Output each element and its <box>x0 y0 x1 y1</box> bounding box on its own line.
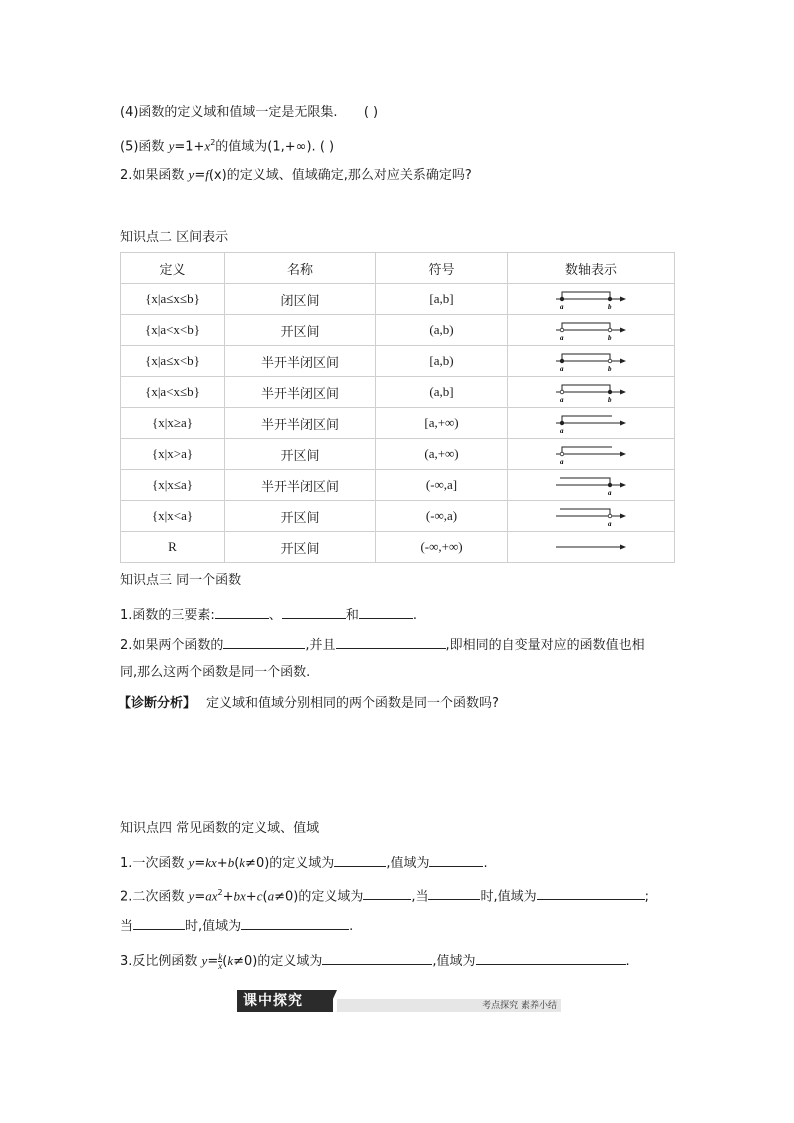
kp4-line-1: 1.一次函数 y=kx+b(k≠0)的定义域为 ,值域为 . <box>120 852 488 873</box>
cell-name-text: 开区间 <box>280 541 320 557</box>
blank-field[interactable] <box>322 950 432 965</box>
question-5: (5)函数 $y=1+x^2$的值域为(1,+∞). ( ) <box>120 138 335 155</box>
cell-name-text: 开区间 <box>280 448 320 464</box>
cell-name-text: 半开半闭区间 <box>260 417 339 433</box>
question-2: 2.如果函数 y=f(x)的定义域、值域确定,那么对应关系确定吗? <box>120 167 472 183</box>
cell-symbol-text: [a,b] <box>429 291 454 306</box>
cell-definition <box>121 470 225 501</box>
fraction-k-over-x: $\frac{k}{x}$ <box>218 952 223 971</box>
cell-name <box>225 315 376 346</box>
axis-arrow <box>620 359 626 364</box>
number-line-diagram <box>554 442 628 466</box>
open-endpoint <box>608 359 612 363</box>
cell-number-line <box>508 315 675 346</box>
blank-field[interactable] <box>241 915 349 930</box>
table-row <box>121 408 675 439</box>
cell-name-text: 半开半闭区间 <box>260 355 339 371</box>
cell-symbol <box>376 315 508 346</box>
cell-symbol <box>376 470 508 501</box>
cell-definition-text: {x|x≤a} <box>152 477 193 492</box>
b-label: b <box>608 365 612 373</box>
answer-paren[interactable]: ( ) <box>363 105 379 120</box>
number-line-diagram <box>554 380 628 404</box>
banner-subtitle: 考点探究 素养小结 <box>482 1001 557 1011</box>
cell-definition <box>121 377 225 408</box>
interval-bracket <box>560 509 610 516</box>
cell-name <box>225 501 376 532</box>
interval-bracket <box>562 447 612 454</box>
cell-number-line <box>508 346 675 377</box>
blank-field[interactable] <box>215 604 269 619</box>
open-endpoint <box>560 390 564 394</box>
section-banner <box>237 990 561 1012</box>
cell-name <box>225 532 376 563</box>
closed-endpoint <box>608 390 612 394</box>
cell-definition-text: {x|a<x<b} <box>144 322 200 337</box>
a-label: a <box>560 458 564 466</box>
blank-field[interactable] <box>334 852 386 867</box>
cell-name <box>225 377 376 408</box>
number-line-diagram <box>554 411 628 435</box>
table-row <box>121 532 675 563</box>
cell-definition <box>121 439 225 470</box>
cell-symbol <box>376 408 508 439</box>
cell-definition <box>121 408 225 439</box>
cell-name-text: 开区间 <box>280 510 320 526</box>
kp4-line-2: 2.二次函数 $y=ax^2+bx+c(a\ne 0)$的定义域为 ,当 时,值域为 ; <box>120 884 649 906</box>
cell-number-line <box>508 439 675 470</box>
question-4 <box>120 104 378 122</box>
blank-field[interactable] <box>282 604 346 619</box>
number-line-diagram <box>554 318 628 342</box>
cell-name-text: 开区间 <box>280 324 320 340</box>
cell-name <box>225 439 376 470</box>
answer-paren[interactable]: ( ) <box>319 139 335 155</box>
a-label: a <box>608 520 612 528</box>
axis-arrow <box>620 545 626 550</box>
section-title-kp3: 知识点三 同一个函数 <box>120 573 242 588</box>
a-label: a <box>560 334 564 342</box>
cell-symbol-text: (-∞,a) <box>425 508 458 523</box>
a-label: a <box>560 365 564 373</box>
cell-number-line <box>508 532 675 563</box>
table-row <box>121 439 675 470</box>
cell-symbol-text: (-∞,+∞) <box>420 539 463 554</box>
a-label: a <box>608 489 612 497</box>
interval-bracket <box>562 385 610 392</box>
interval-bracket <box>562 354 610 361</box>
cell-symbol <box>376 377 508 408</box>
kp4-line-2b: 当 时,值域为 . <box>120 915 353 936</box>
cell-number-line <box>508 470 675 501</box>
cell-symbol-text: (a,b] <box>429 384 454 399</box>
cell-definition <box>121 532 225 563</box>
kp3-line-1: 1.函数的三要素: 、 和 . <box>120 604 417 625</box>
interval-bracket <box>562 292 610 299</box>
axis-arrow <box>620 514 626 519</box>
cell-definition-text: {x|x≥a} <box>152 415 193 430</box>
cell-symbol-text: (a,+∞) <box>424 446 459 461</box>
table-row <box>121 346 675 377</box>
b-label: b <box>608 303 612 311</box>
axis-arrow <box>620 328 626 333</box>
cell-definition <box>121 284 225 315</box>
cell-name-text: 闭区间 <box>280 293 320 309</box>
closed-endpoint <box>560 297 564 301</box>
blank-field[interactable] <box>223 634 305 649</box>
cell-symbol-text: [a,+∞) <box>424 415 459 430</box>
table-row <box>121 315 675 346</box>
cell-definition-text: {x|a<x≤b} <box>145 384 200 399</box>
cell-definition <box>121 346 225 377</box>
number-line-diagram <box>554 504 628 528</box>
cell-number-line <box>508 501 675 532</box>
blank-field[interactable] <box>336 634 446 649</box>
cell-name <box>225 408 376 439</box>
banner-title: 课中探究 <box>237 990 333 1012</box>
closed-endpoint <box>608 297 612 301</box>
table-row <box>121 470 675 501</box>
interval-bracket <box>560 478 610 485</box>
cell-symbol <box>376 532 508 563</box>
kp3-line-2-cont: 同,那么这两个函数是同一个函数. <box>120 665 311 680</box>
cell-name <box>225 284 376 315</box>
blank-field[interactable] <box>476 950 626 965</box>
column-header-number-line: 数轴表示 <box>508 253 675 284</box>
a-label: a <box>560 427 564 435</box>
cell-definition-text: {x|x>a} <box>151 446 194 461</box>
cell-name-text: 半开半闭区间 <box>260 386 339 402</box>
b-label: b <box>608 396 612 404</box>
b-label: b <box>608 334 612 342</box>
cell-definition-text: {x|a≤x≤b} <box>145 291 200 306</box>
question-4-text: (4)函数的定义域和值域一定是无限集. <box>120 105 338 120</box>
open-endpoint <box>608 328 612 332</box>
open-endpoint <box>560 452 564 456</box>
kp3-line-2: 2.如果两个函数的 ,并且 ,即相同的自变量对应的函数值也相 <box>120 634 645 655</box>
blank-field[interactable] <box>537 885 645 900</box>
column-header-definition: 定义 <box>121 253 225 284</box>
table-row <box>121 501 675 532</box>
interval-table <box>120 252 675 563</box>
closed-endpoint <box>560 359 564 363</box>
section-title-kp4: 知识点四 常见函数的定义域、值域 <box>120 821 320 836</box>
cell-definition <box>121 315 225 346</box>
cell-definition-text: R <box>168 539 177 554</box>
number-line-diagram <box>554 349 628 373</box>
number-line-diagram <box>554 473 628 497</box>
a-label: a <box>560 396 564 404</box>
cell-definition-text: {x|x<a} <box>151 508 194 523</box>
cell-symbol-text: (-∞,a] <box>425 477 458 492</box>
kp4-line-3: 3.反比例函数 y= $\frac{k}{x}$ (k≠0)的定义域为 ,值域为 . <box>120 952 630 971</box>
banner-arrow-shape <box>327 990 337 1012</box>
cell-symbol <box>376 346 508 377</box>
table-header-row <box>121 253 675 284</box>
axis-arrow <box>620 483 626 488</box>
cell-symbol <box>376 284 508 315</box>
table-row <box>121 284 675 315</box>
interval-bracket <box>562 416 612 423</box>
number-line-diagram <box>554 535 628 559</box>
blank-field[interactable] <box>429 852 483 867</box>
axis-arrow <box>620 421 626 426</box>
closed-endpoint <box>560 421 564 425</box>
blank-field[interactable] <box>359 604 413 619</box>
blank-field[interactable] <box>363 885 411 900</box>
number-line-diagram <box>554 287 628 311</box>
diagnostic-analysis: 【诊断分析】 定义域和值域分别相同的两个函数是同一个函数吗? <box>118 696 499 711</box>
cell-number-line <box>508 408 675 439</box>
cell-name <box>225 470 376 501</box>
blank-field[interactable] <box>133 915 185 930</box>
cell-symbol <box>376 439 508 470</box>
open-endpoint <box>560 328 564 332</box>
a-label: a <box>560 303 564 311</box>
cell-definition <box>121 501 225 532</box>
cell-name <box>225 346 376 377</box>
open-endpoint <box>608 514 612 518</box>
cell-definition-text: {x|a≤x<b} <box>145 353 200 368</box>
cell-symbol <box>376 501 508 532</box>
table-row <box>121 377 675 408</box>
blank-field[interactable] <box>428 885 480 900</box>
column-header-symbol: 符号 <box>376 253 508 284</box>
axis-arrow <box>620 297 626 302</box>
closed-endpoint <box>608 483 612 487</box>
cell-number-line <box>508 284 675 315</box>
section-title-kp2: 知识点二 区间表示 <box>120 230 229 245</box>
interval-bracket <box>562 323 610 330</box>
axis-arrow <box>620 452 626 457</box>
cell-symbol-text: (a,b) <box>429 322 454 337</box>
diagnostic-label: 【诊断分析】 <box>118 696 197 711</box>
cell-number-line <box>508 377 675 408</box>
axis-arrow <box>620 390 626 395</box>
cell-symbol-text: [a,b) <box>429 353 454 368</box>
column-header-name: 名称 <box>225 253 376 284</box>
cell-name-text: 半开半闭区间 <box>260 479 339 495</box>
